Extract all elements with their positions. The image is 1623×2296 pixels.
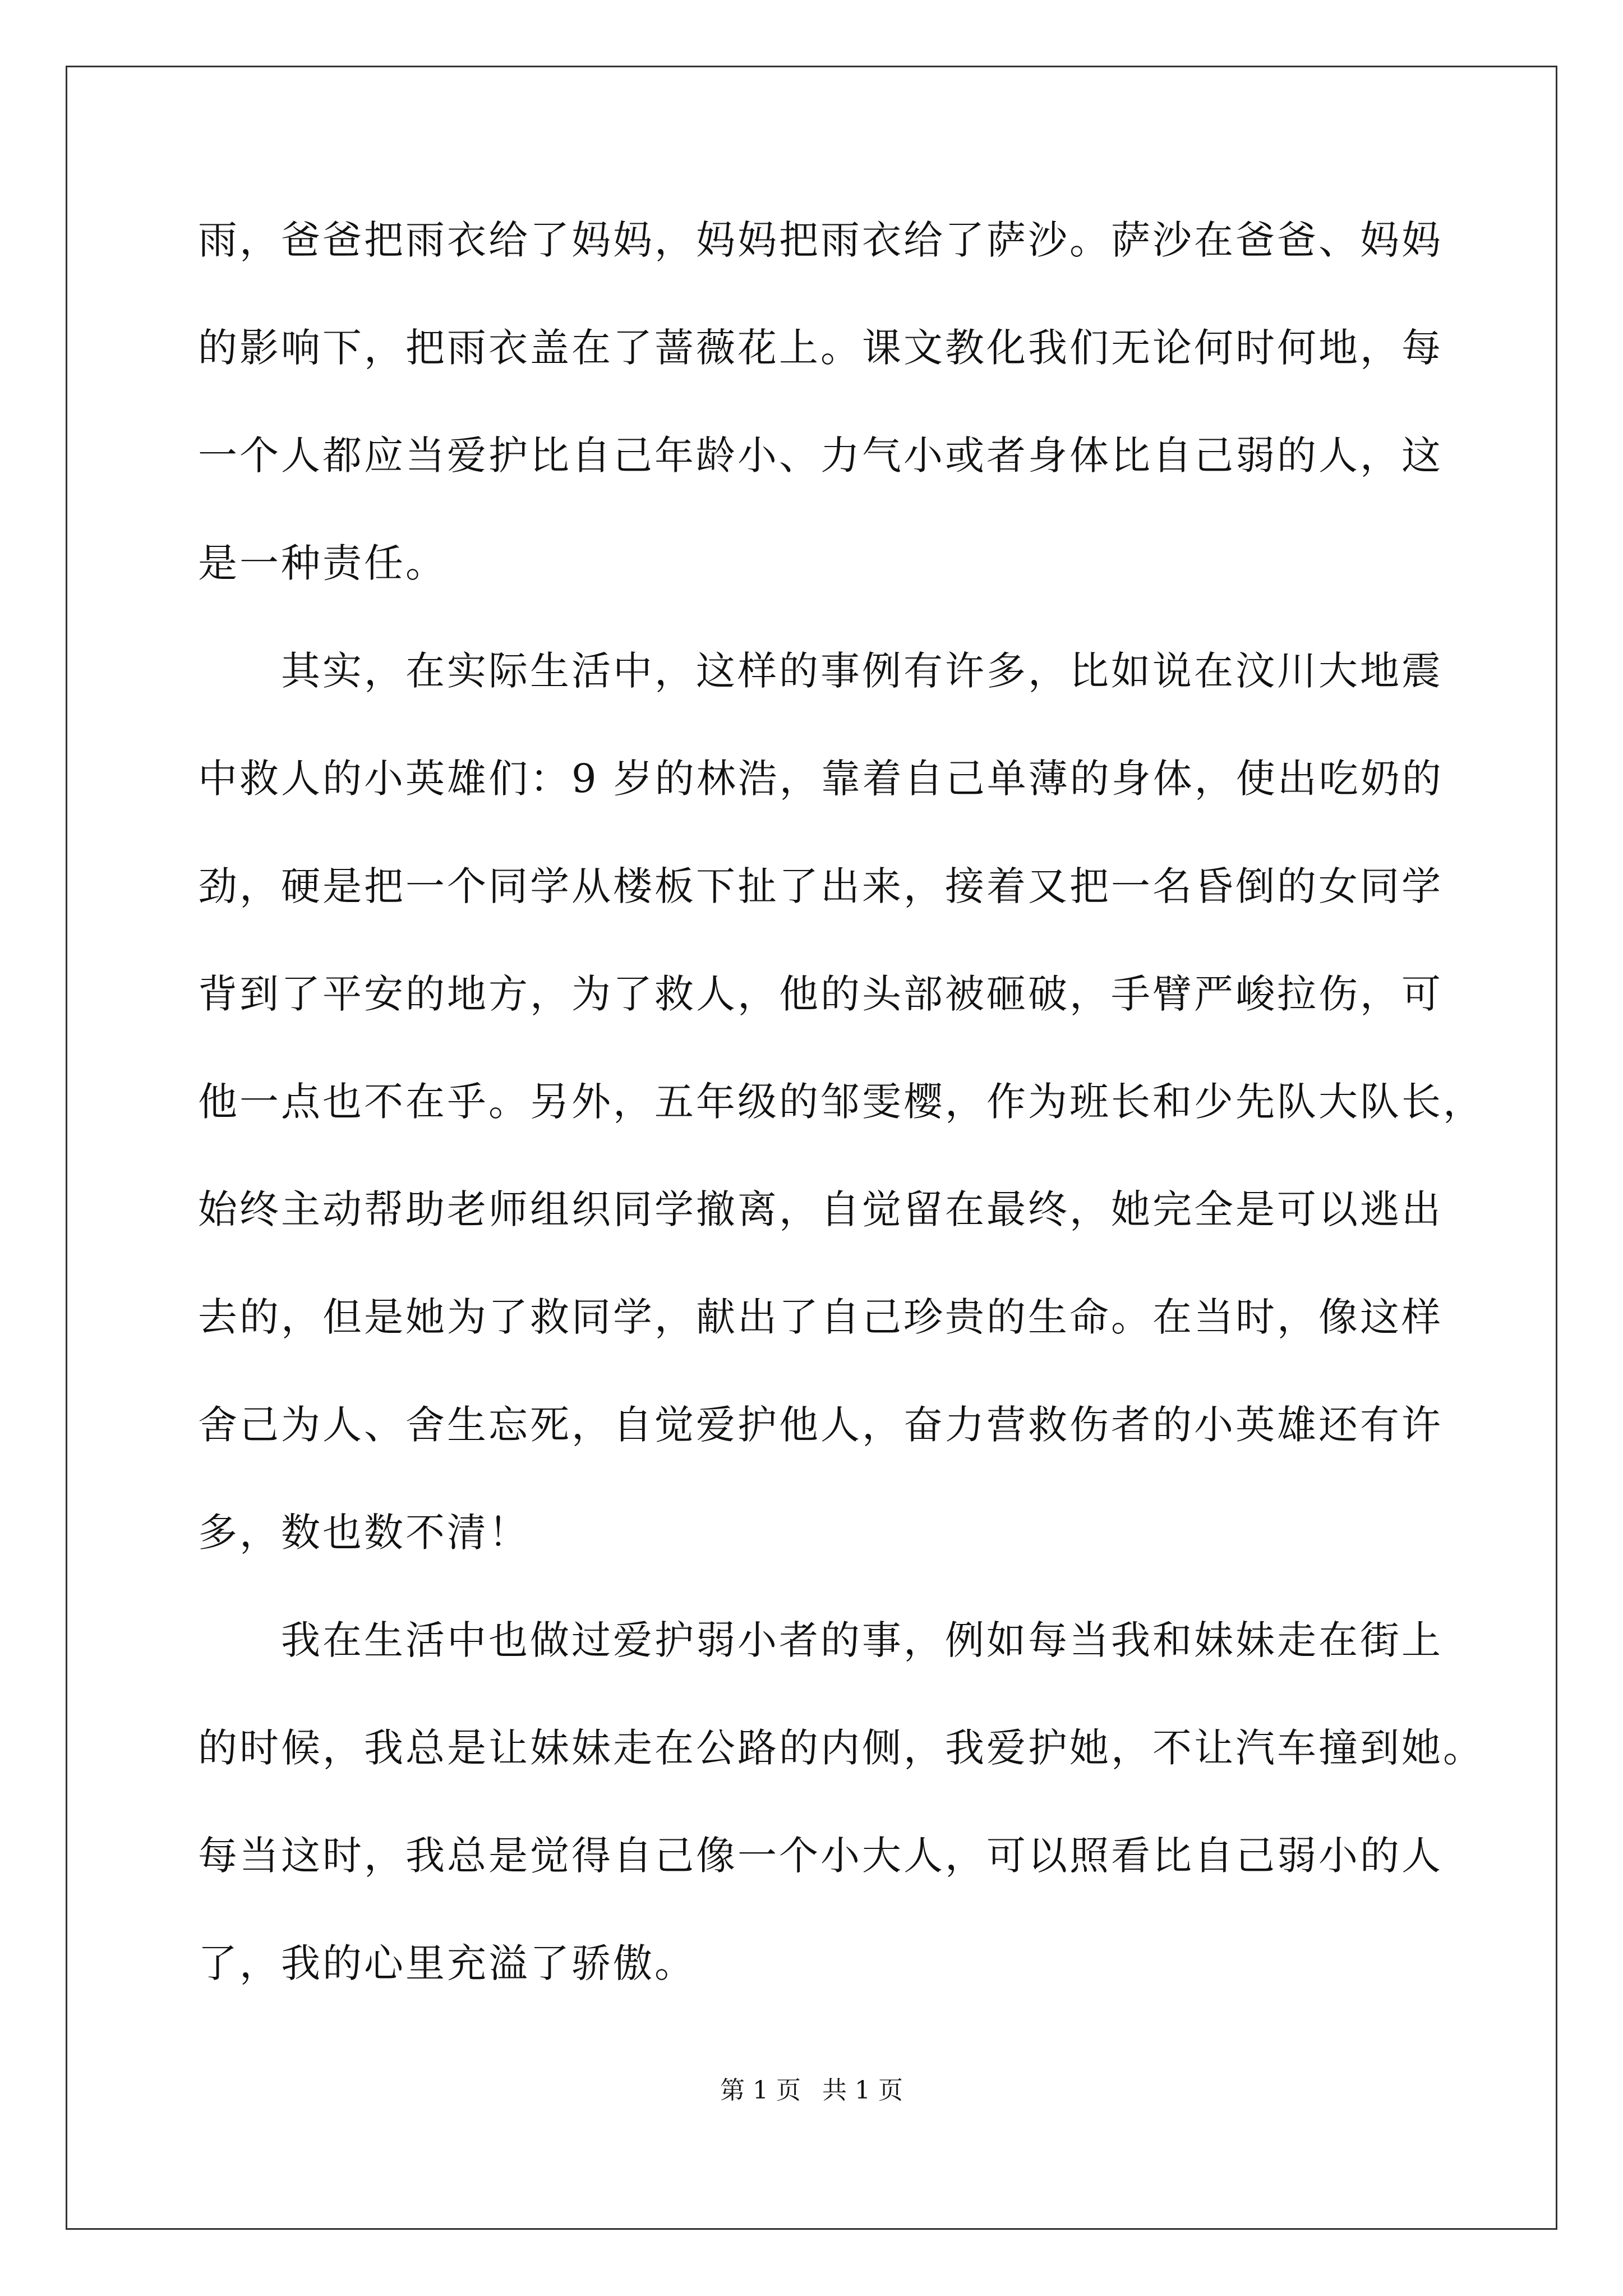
- page-total: 共 1 页: [822, 2076, 903, 2105]
- document-body: [198, 213, 1484, 2044]
- text-line: 劲，硬是把一个同学从楼板下扯了出来，接着又把一名昏倒的女同学: [198, 863, 1443, 909]
- text-line: 每当这时，我总是觉得自己像一个小大人，可以照看比自己弱小的人: [198, 1833, 1443, 1879]
- text-line: 始终主动帮助老师组织同学撤离，自觉留在最终，她完全是可以逃出: [198, 1186, 1443, 1232]
- text-line: 我在生活中也做过爱护弱小者的事，例如每当我和妹妹走在街上: [198, 1617, 1443, 1663]
- text-line: 中救人的小英雄们：9 岁的林浩，靠着自己单薄的身体，使出吃奶的: [198, 756, 1444, 802]
- text-line: 一个人都应当爱护比自己年龄小、力气小或者身体比自己弱的人，这: [198, 432, 1443, 478]
- text-line: 了，我的心里充溢了骄傲。: [198, 1940, 696, 1986]
- text-line: 是一种责任。: [198, 540, 447, 586]
- text-line: 背到了平安的地方，为了救人，他的头部被砸破，手臂严峻拉伤，可: [198, 971, 1443, 1017]
- text-line: 多，数也数不清！: [198, 1510, 530, 1556]
- text-line: 去的，但是她为了救同学，献出了自己珍贵的生命。在当时，像这样: [198, 1294, 1443, 1340]
- text-line: 雨，爸爸把雨衣给了妈妈，妈妈把雨衣给了萨沙。萨沙在爸爸、妈妈: [198, 217, 1443, 263]
- text-line: 其实，在实际生活中，这样的事例有许多，比如说在汶川大地震: [198, 648, 1443, 694]
- text-line: 他一点也不在乎。另外，五年级的邹雯樱，作为班长和少先队大队长，: [198, 1079, 1484, 1125]
- page-number: 第 1 页: [720, 2076, 801, 2105]
- text-line: 舍己为人、舍生忘死，自觉爱护他人，奋力营救伤者的小英雄还有许: [198, 1402, 1443, 1448]
- text-line: 的影响下，把雨衣盖在了蔷薇花上。课文教化我们无论何时何地，每: [198, 325, 1443, 371]
- text-line: 的时候，我总是让妹妹走在公路的内侧，我爱护她，不让汽车撞到她。: [198, 1725, 1484, 1771]
- page-footer: [0, 2070, 1623, 2106]
